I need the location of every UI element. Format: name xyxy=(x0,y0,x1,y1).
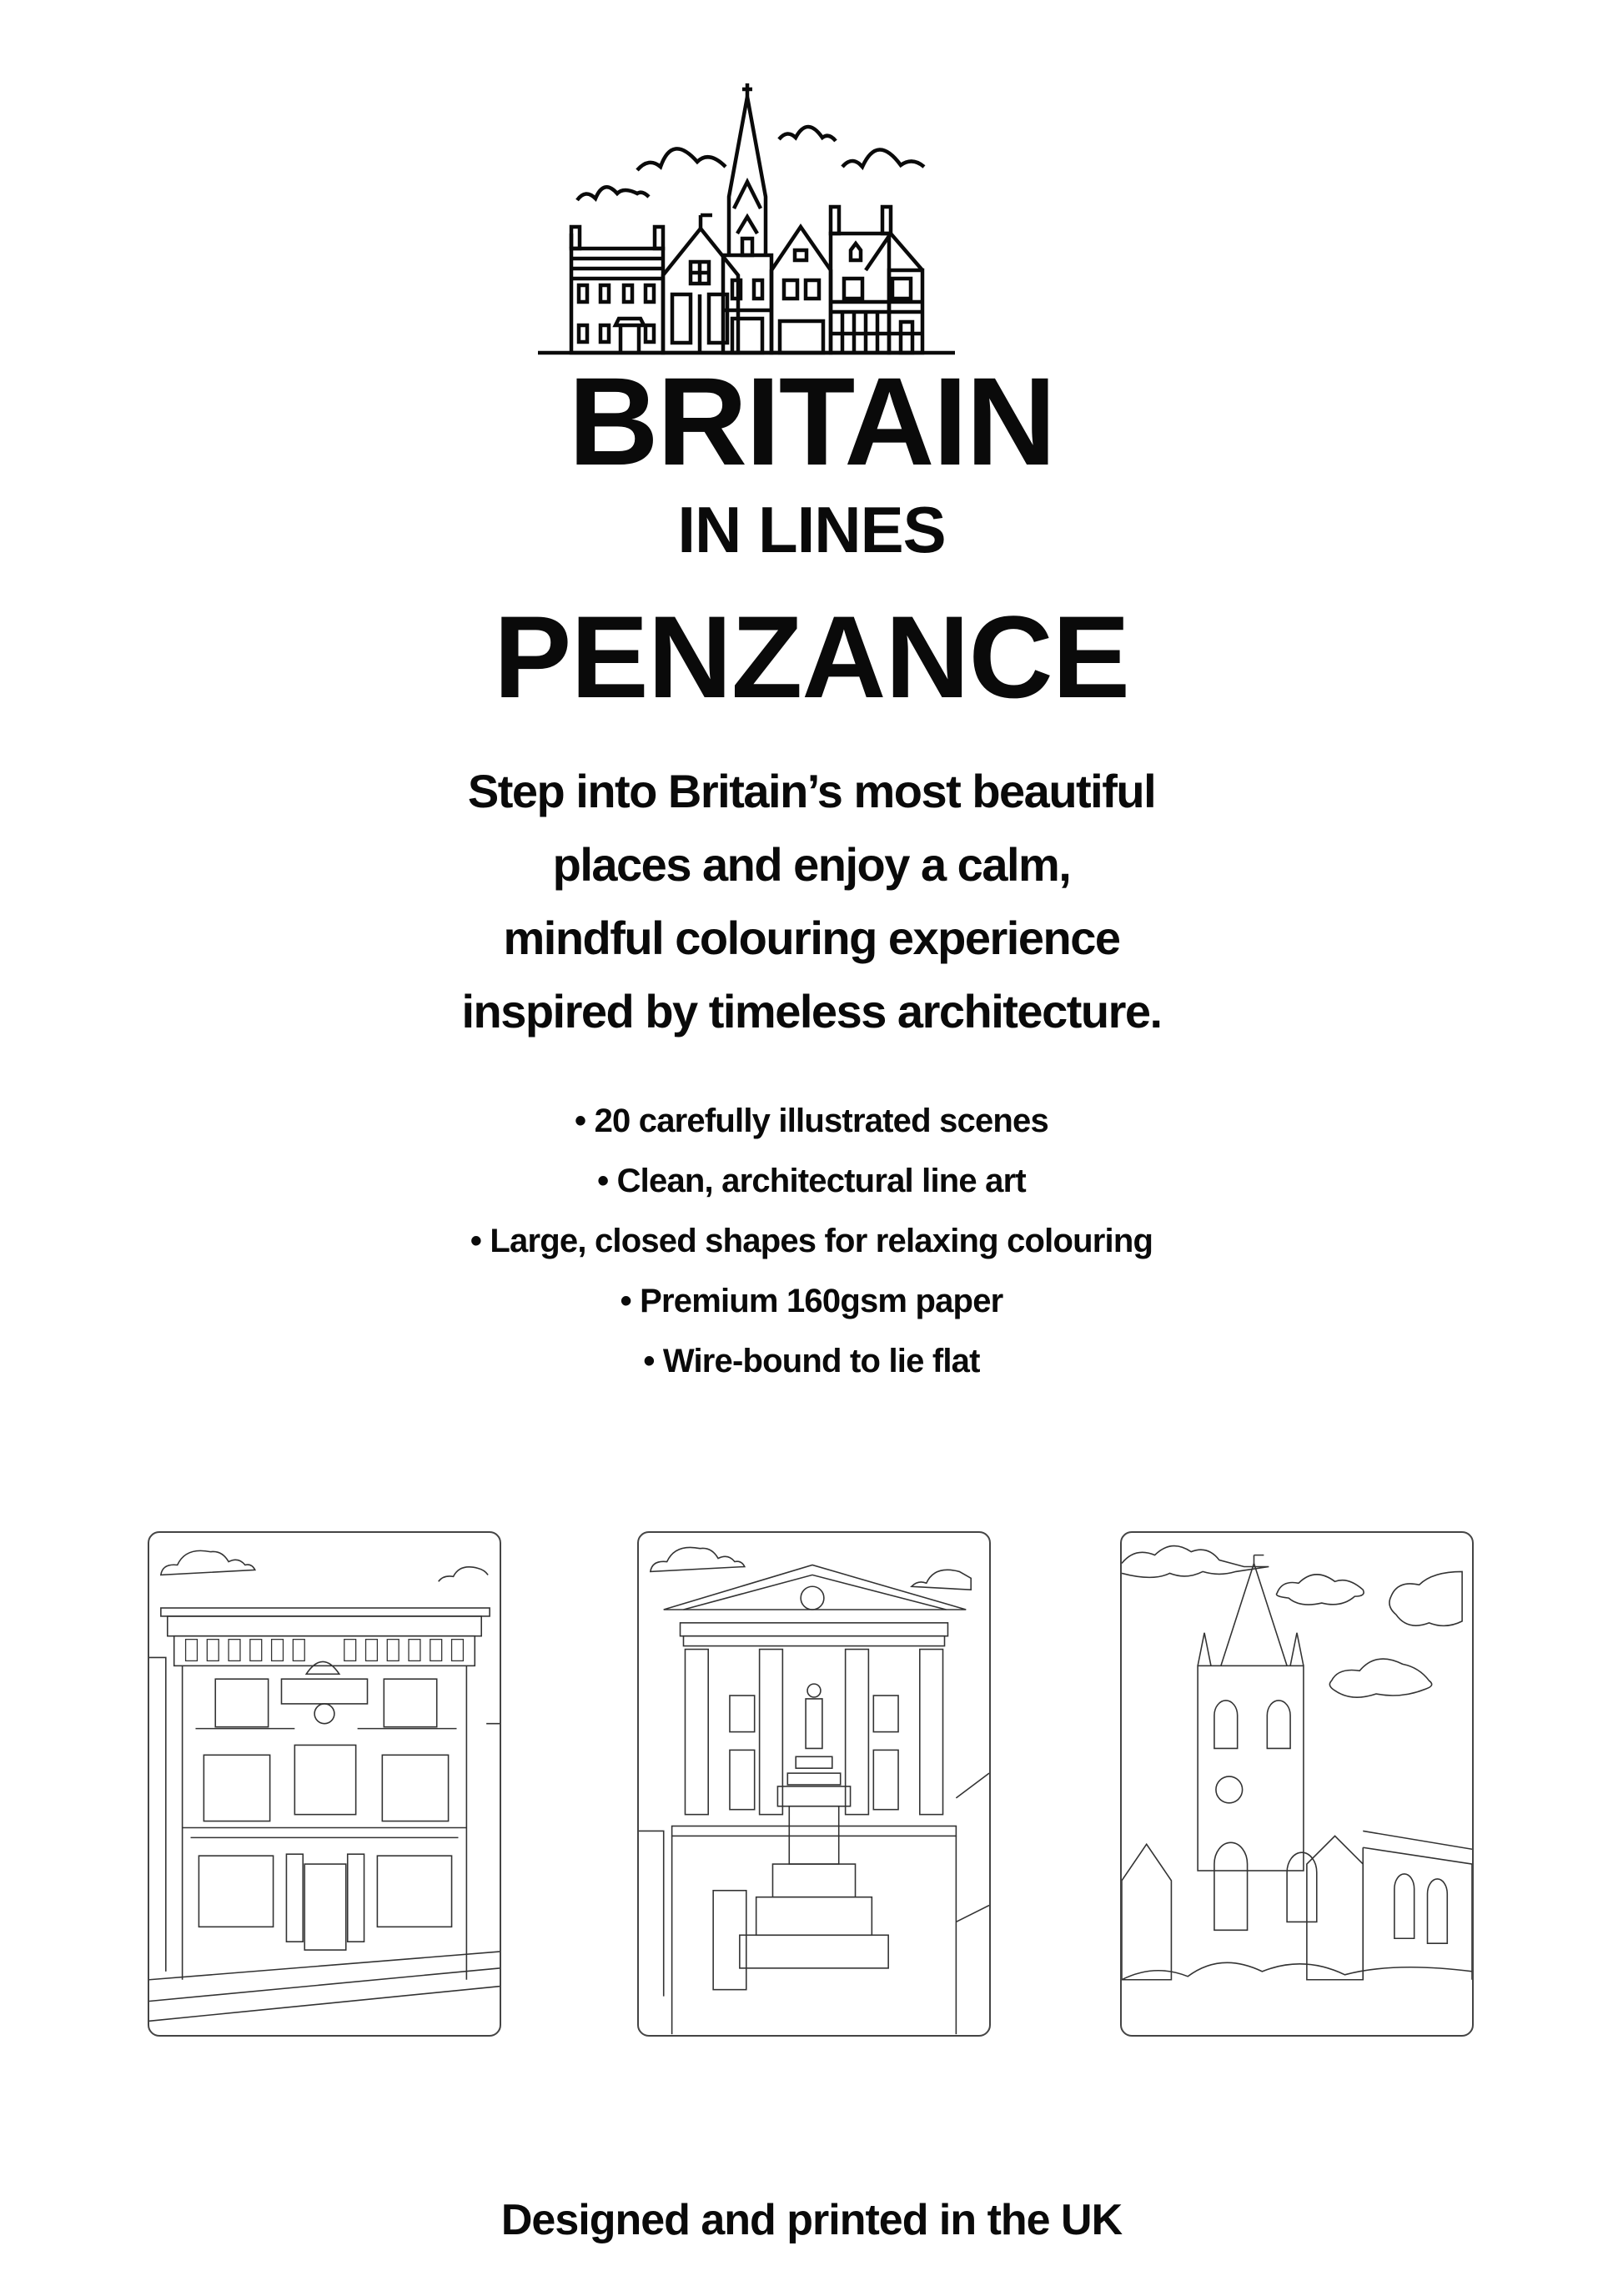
feature-item: • Large, closed shapes for relaxing colouring xyxy=(470,1223,1153,1259)
church-tower-illustration-icon xyxy=(1122,1533,1472,2035)
preview-panel xyxy=(637,1531,991,2037)
preview-panel xyxy=(1120,1531,1474,2037)
tagline-line: mindful colouring experience xyxy=(503,912,1120,964)
tagline-line: inspired by timeless architecture. xyxy=(461,985,1162,1037)
title-sub: IN LINES xyxy=(677,493,946,566)
town-skyline-icon xyxy=(534,83,1101,367)
place-title: PENZANCE xyxy=(493,591,1130,722)
egyptian-house-illustration-icon xyxy=(149,1533,500,2035)
feature-item: • Clean, architectural line art xyxy=(597,1163,1026,1199)
market-house-statue-illustration-icon xyxy=(639,1533,989,2035)
feature-list xyxy=(0,1091,1623,1391)
preview-panel xyxy=(148,1531,501,2037)
title-main: BRITAIN xyxy=(568,351,1055,491)
feature-item: • Premium 160gsm paper xyxy=(620,1283,1003,1319)
feature-item: • Wire-bound to lie flat xyxy=(643,1343,980,1379)
tagline-line: places and enjoy a calm, xyxy=(552,838,1071,891)
tagline xyxy=(0,755,1623,1048)
tagline-line: Step into Britain’s most beautiful xyxy=(467,765,1156,817)
footer-note: Designed and printed in the UK xyxy=(500,2196,1123,2244)
feature-item: • 20 carefully illustrated scenes xyxy=(575,1103,1048,1139)
